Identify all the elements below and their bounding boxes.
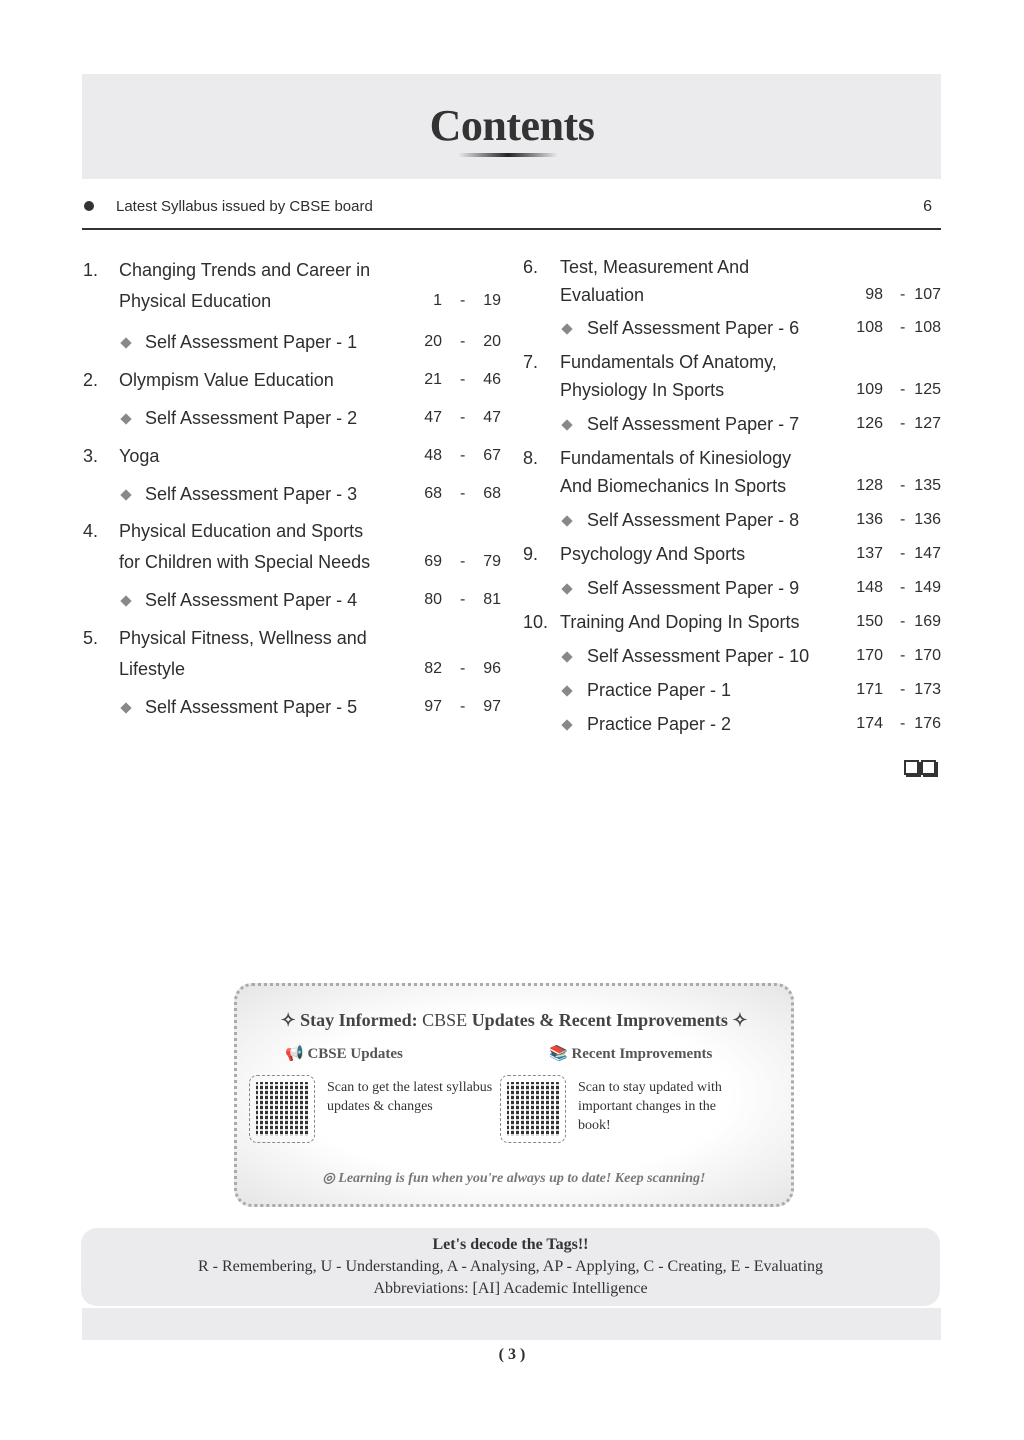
- page-from: 97: [424, 698, 442, 715]
- page-to: 81: [483, 591, 501, 608]
- page-to: 20: [483, 333, 501, 350]
- page-to: 127: [914, 415, 941, 432]
- toc-title: for Children with Special Needs: [119, 552, 371, 572]
- page-to: 97: [483, 698, 501, 715]
- diamond-icon: [120, 595, 131, 606]
- diamond-icon: [561, 719, 572, 730]
- toc-title: And Biomechanics In Sports: [560, 476, 787, 496]
- megaphone-icon: 📢: [285, 1046, 308, 1062]
- title-underline: [458, 153, 558, 157]
- syllabus-entry: [82, 196, 941, 218]
- page-from: 150: [856, 613, 883, 630]
- page-from: 68: [424, 485, 442, 502]
- toc-number: 9.: [523, 544, 539, 564]
- page-from: 21: [424, 371, 442, 388]
- page-to: 170: [914, 647, 941, 664]
- sparkle-icon: ✧: [280, 1010, 301, 1030]
- tags-legend: [81, 1228, 940, 1306]
- page-dash: -: [900, 613, 906, 630]
- tags-heading: Let's decode the Tags!!: [432, 1236, 589, 1253]
- box-title: ✧ Stay Informed: CBSE Updates & Recent Improvements ✧: [280, 1010, 748, 1030]
- diamond-icon: [561, 515, 572, 526]
- cbse-updates-text: Scan to get the latest syllabus updates & changes: [327, 1080, 493, 1114]
- toc-subentry: Practice Paper - 1: [587, 680, 732, 700]
- page-to: 67: [483, 447, 501, 464]
- page-dash: -: [900, 715, 906, 732]
- target-icon: ◎: [322, 1171, 339, 1186]
- page-dash: -: [900, 579, 906, 596]
- page-dash: -: [900, 647, 906, 664]
- toc-subentry: Self Assessment Paper - 6: [587, 318, 800, 338]
- page-dash: -: [460, 333, 466, 350]
- page-to: 79: [483, 553, 501, 570]
- page-dash: -: [900, 477, 906, 494]
- syllabus-page: 6: [923, 198, 932, 215]
- page-dash: -: [460, 447, 466, 464]
- toc-subentry: Self Assessment Paper - 3: [145, 484, 358, 504]
- page-dash: -: [900, 381, 906, 398]
- toc-title: Fundamentals Of Anatomy,: [560, 352, 777, 372]
- diamond-icon: [561, 583, 572, 594]
- page-to: 47: [483, 409, 501, 426]
- toc-number: 1.: [83, 260, 99, 280]
- page-number: ( 3 ): [498, 1346, 526, 1363]
- page-from: 136: [856, 511, 883, 528]
- toc-title: Physical Education: [119, 291, 272, 311]
- toc-number: 2.: [83, 370, 99, 390]
- page-title: Contents: [429, 101, 595, 150]
- recent-improvements-qr-code[interactable]: [500, 1075, 566, 1143]
- diamond-icon: [561, 323, 572, 334]
- page-dash: -: [460, 371, 466, 388]
- page-from: 69: [424, 553, 442, 570]
- toc-subentry: Self Assessment Paper - 7: [587, 414, 800, 434]
- page-from: 80: [424, 591, 442, 608]
- page-from: 148: [856, 579, 883, 596]
- toc-title: Test, Measurement And: [560, 257, 750, 277]
- page-dash: -: [900, 681, 906, 698]
- toc-title: Physical Fitness, Wellness and: [119, 628, 367, 648]
- page-to: 173: [914, 681, 941, 698]
- diamond-icon: [561, 685, 572, 696]
- abbreviations-line: Abbreviations: [AI] Academic Intelligence: [373, 1280, 648, 1297]
- updates-box: [234, 983, 794, 1207]
- page-to: 169: [914, 613, 941, 630]
- toc-number: 4.: [83, 521, 99, 541]
- toc-title: Lifestyle: [119, 659, 186, 679]
- toc-subentry: Self Assessment Paper - 9: [587, 578, 800, 598]
- page-dash: -: [460, 698, 466, 715]
- page-to: 46: [483, 371, 501, 388]
- page-dash: -: [460, 485, 466, 502]
- page-to: 108: [914, 319, 941, 336]
- page-from: 1: [433, 292, 442, 309]
- page-from: 82: [424, 660, 442, 677]
- page-from: 47: [424, 409, 442, 426]
- diamond-icon: [120, 489, 131, 500]
- page-dash: -: [900, 545, 906, 562]
- recent-improvements-heading: 📚 Recent Improvements: [549, 1046, 713, 1062]
- toc-number: 6.: [523, 257, 539, 277]
- toc-number: 5.: [83, 628, 99, 648]
- page-from: 48: [424, 447, 442, 464]
- toc-title: Physical Education and Sports: [119, 521, 364, 541]
- diamond-icon: [561, 419, 572, 430]
- page-from: 20: [424, 333, 442, 350]
- page-from: 109: [856, 381, 883, 398]
- end-mark-icon: [904, 760, 938, 780]
- page-to: 176: [914, 715, 941, 732]
- recent-improvements-text: Scan to stay updated with important changes in the book!: [578, 1080, 722, 1133]
- page-to: 135: [914, 477, 941, 494]
- page-dash: -: [900, 511, 906, 528]
- toc-title: Training And Doping In Sports: [560, 612, 800, 632]
- toc-number: 10.: [523, 612, 549, 632]
- diamond-icon: [120, 337, 131, 348]
- diamond-icon: [561, 651, 572, 662]
- page-dash: -: [460, 292, 466, 309]
- page-to: 125: [914, 381, 941, 398]
- diamond-icon: [120, 702, 131, 713]
- divider: [82, 228, 941, 230]
- cbse-updates-qr-code[interactable]: [249, 1075, 315, 1143]
- toc-title: Psychology And Sports: [560, 544, 746, 564]
- toc-subentry: Self Assessment Paper - 8: [587, 510, 800, 530]
- page-from: 128: [856, 477, 883, 494]
- page-to: 136: [914, 511, 941, 528]
- books-icon: 📚: [549, 1046, 572, 1062]
- page-to: 107: [914, 286, 941, 303]
- page-from: 98: [865, 286, 883, 303]
- page-to: 149: [914, 579, 941, 596]
- toc-subentry: Self Assessment Paper - 2: [145, 408, 358, 428]
- page-from: 108: [856, 319, 883, 336]
- page-to: 96: [483, 660, 501, 677]
- toc-title: Yoga: [119, 446, 160, 466]
- toc-subentry: Self Assessment Paper - 1: [145, 332, 358, 352]
- page-from: 137: [856, 545, 883, 562]
- toc-subentry: Self Assessment Paper - 5: [145, 697, 358, 717]
- toc-title: Changing Trends and Career in: [119, 260, 371, 280]
- toc-subentry: Self Assessment Paper - 10: [587, 646, 810, 666]
- cbse-updates-heading: 📢 CBSE Updates: [285, 1046, 403, 1062]
- page-from: 171: [856, 681, 883, 698]
- sparkle-icon: ✧: [727, 1010, 748, 1030]
- toc-title: Olympism Value Education: [119, 370, 334, 390]
- diamond-icon: [120, 413, 131, 424]
- toc-number: 3.: [83, 446, 99, 466]
- syllabus-label: Latest Syllabus issued by CBSE board: [116, 198, 373, 215]
- toc-title: Physiology In Sports: [560, 380, 725, 400]
- page-dash: -: [460, 553, 466, 570]
- bullet-icon: [84, 201, 94, 211]
- toc-subentry: Practice Paper - 2: [587, 714, 732, 734]
- tags-line: R - Remembering, U - Understanding, A - Analysing, AP - Applying, C - Creating, E - Evaluating: [197, 1258, 824, 1275]
- toc-number: 7.: [523, 352, 539, 372]
- page-from: 126: [856, 415, 883, 432]
- page-to: 68: [483, 485, 501, 502]
- page-dash: -: [460, 660, 466, 677]
- page-dash: -: [460, 591, 466, 608]
- footer-band: [82, 1308, 941, 1340]
- page-dash: -: [900, 319, 906, 336]
- toc-number: 8.: [523, 448, 539, 468]
- page-to: 19: [483, 292, 501, 309]
- page-dash: -: [460, 409, 466, 426]
- toc-title: Fundamentals of Kinesiology: [560, 448, 792, 468]
- page-from: 174: [856, 715, 883, 732]
- box-footer: ◎ Learning is fun when you're always up to date! Keep scanning!: [322, 1171, 706, 1186]
- page-from: 170: [856, 647, 883, 664]
- toc-title: Evaluation: [560, 285, 645, 305]
- page-dash: -: [900, 415, 906, 432]
- page-dash: -: [900, 286, 906, 303]
- toc-subentry: Self Assessment Paper - 4: [145, 590, 358, 610]
- page-to: 147: [914, 545, 941, 562]
